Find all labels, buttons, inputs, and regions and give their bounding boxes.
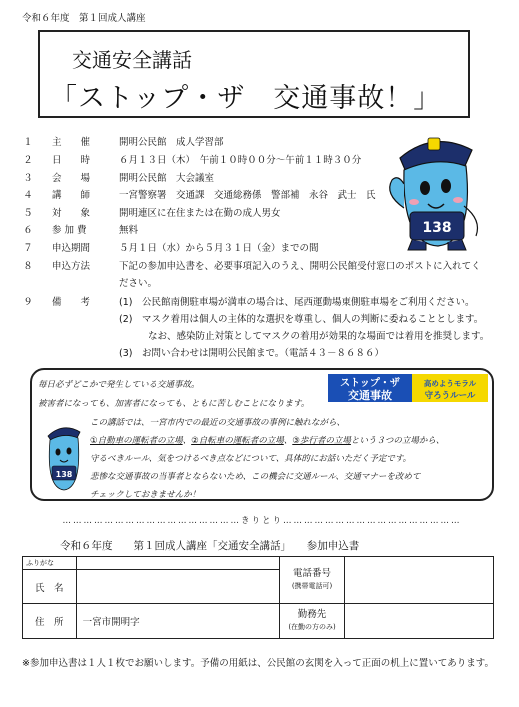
info-num: ５ xyxy=(23,208,33,219)
notice-cyclist-role: ②自転車の運転者の立場 xyxy=(191,436,284,446)
badge-side-line2: 守ろうルール xyxy=(424,391,476,401)
small-mascot-illustration xyxy=(38,418,88,494)
info-label: 講 師 xyxy=(52,190,91,201)
notice-line4 xyxy=(90,434,444,446)
info-num: １ xyxy=(23,137,33,148)
notice-pedestrian-role: ③歩行者の立場 xyxy=(292,436,351,446)
info-num: ６ xyxy=(23,225,33,236)
notice-line2: 被害者になっても、加害者になっても、ともに苦しむことになります。 xyxy=(38,399,310,409)
notice-line4-rest: という３つの立場から、 xyxy=(350,436,445,446)
phone-sub-label: (携帯電話可) xyxy=(291,582,333,590)
notice-sep: 、 xyxy=(182,436,192,446)
name-input[interactable] xyxy=(76,570,280,604)
notice-line6: 悲惨な交通事故の当事者とならないため、この機会に交通ルール、交通マナーを改めて xyxy=(90,472,421,482)
address-input[interactable]: 一宮市開明字 xyxy=(76,604,280,639)
info-value: (1) 公民館南側駐車場が満車の場合は、尾西運動場東側駐車場をご利用ください。 xyxy=(119,297,475,308)
info-value: 下記の参加申込書を、必要事項記入のうえ、開明公民館受付窓口のポストに入れてく xyxy=(119,261,481,272)
info-num: ７ xyxy=(23,243,33,254)
remark-2: (2) マスク着用は個人の主体的な選択を尊重し、個人の判断に委ねることとします。 xyxy=(119,314,484,325)
furigana-label: ふりがな xyxy=(23,557,77,570)
info-value: 開明公民館 大会議室 xyxy=(119,173,215,184)
work-sub-label: (在勤の方のみ) xyxy=(288,623,336,631)
info-value: 無料 xyxy=(119,225,139,236)
mascot-badge-text: 138 xyxy=(422,220,452,236)
info-num: ２ xyxy=(23,155,33,166)
phone-input[interactable] xyxy=(344,557,493,604)
phone-label: 電話番号 xyxy=(293,568,332,579)
info-label: 申込方法 xyxy=(52,261,91,272)
furigana-input[interactable] xyxy=(76,557,280,570)
info-label: 申込期間 xyxy=(52,243,91,254)
info-label: 対 象 xyxy=(52,208,91,219)
badge-side-line1: 高めようモラル xyxy=(423,379,477,388)
info-num: ９ xyxy=(23,297,33,308)
notice-sep: 、 xyxy=(283,436,293,446)
info-value: 開明連区に在住または在勤の成人男女 xyxy=(119,208,281,219)
police-mascot-illustration xyxy=(378,124,488,252)
info-value: 一宮警察署 交通課 交通総務係 警部補 永谷 武士 氏 xyxy=(119,190,376,201)
info-label: 会 場 xyxy=(52,173,91,184)
badge-main-line1: ストップ・ザ xyxy=(340,378,400,389)
info-label: 備 考 xyxy=(52,297,91,308)
info-method-cont: ださい。 xyxy=(119,278,158,289)
application-form xyxy=(22,556,494,639)
info-num: ８ xyxy=(23,261,33,272)
footnote: ※参加申込書は１人１枚でお願いします。予備の用紙は、公民館の玄関を入って正面の机上に置いてあります。 xyxy=(22,658,494,669)
info-num: ３ xyxy=(23,173,33,184)
header-label: 令和６年度 第１回成人講座 xyxy=(22,13,146,24)
phone-label-cell xyxy=(280,557,344,604)
info-label: 参 加 費 xyxy=(52,225,87,236)
form-title: 令和６年度 第１回成人講座「交通安全講話」 参加申込書 xyxy=(60,540,360,552)
badge-main-line2: 交通事故 xyxy=(348,389,392,402)
cut-line: ……………………………………………きりとり…………………………………………… xyxy=(62,516,462,526)
work-label-cell xyxy=(280,604,344,639)
name-label: 氏 名 xyxy=(23,570,77,604)
info-num: ４ xyxy=(23,190,33,201)
stop-traffic-accident-badge xyxy=(328,374,488,402)
notice-driver-role: ①自動車の運転者の立場 xyxy=(90,436,183,446)
notice-line3: この講話では、一宮市内での最近の交通事故の事例に触れながら、 xyxy=(90,418,346,428)
info-label: 日 時 xyxy=(52,155,91,166)
work-input[interactable] xyxy=(344,604,493,639)
remark-2-cont: なお、感染防止対策としてマスクの着用が効果的な場面では着用を推奨します。 xyxy=(148,331,490,342)
info-label: 主 催 xyxy=(52,137,91,148)
info-value: ６月１３日（木） 午前１０時００分～午前１１時３０分 xyxy=(119,155,362,166)
title-line1: 交通安全講話 xyxy=(72,48,192,72)
title-line2: 「ストップ・ザ 交通事故！」 xyxy=(50,83,442,114)
address-label: 住 所 xyxy=(23,604,77,639)
notice-line7: チェックしておきませんか！ xyxy=(90,490,201,500)
work-label: 勤務先 xyxy=(297,609,327,620)
info-value: 開明公民館 成人学習部 xyxy=(119,137,224,148)
small-mascot-badge-text: 138 xyxy=(55,470,73,479)
remark-3: (3) お問い合わせは開明公民館まで。（電話４３－８６８６） xyxy=(119,348,385,359)
notice-line1: 毎日必ずどこかで発生している交通事故。 xyxy=(38,380,200,390)
info-value: ５月１日（水）から５月３１日（金）までの間 xyxy=(119,243,319,254)
notice-line5: 守るべきルール、気をつけるべき点などについて、具体的にお話いただく予定です。 xyxy=(90,454,412,464)
